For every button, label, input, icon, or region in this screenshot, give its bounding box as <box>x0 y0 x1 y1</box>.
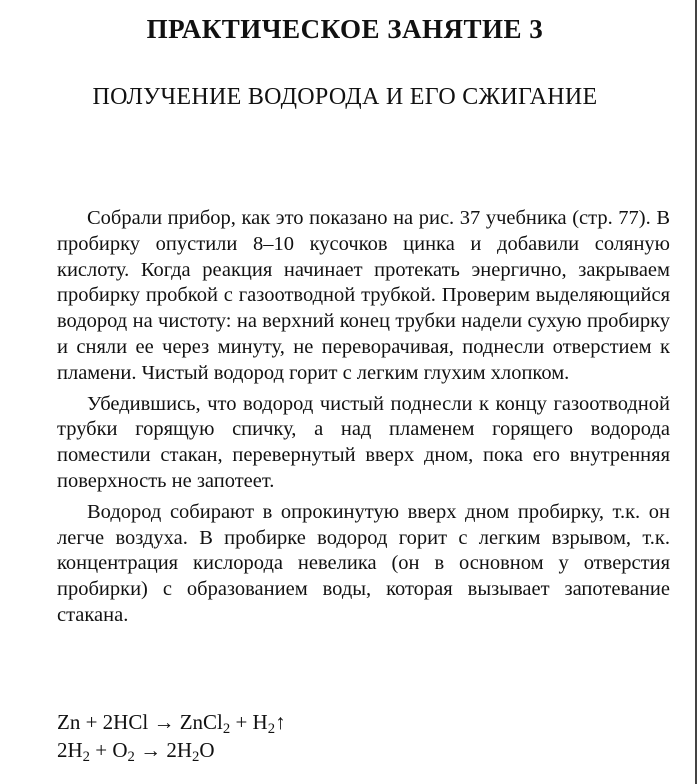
page-subtitle: ПОЛУЧЕНИЕ ВОДОРОДА И ЕГО СЖИГАНИЕ <box>92 84 598 110</box>
paragraph-2: Убедившись, что водород чистый поднесли к концу газоотводной трубки горящую спичку, а над пламенем горящего водорода поместили стакан, перевернутый вверх дном, пока его внутренняя поверхность не запотеет. <box>57 392 670 492</box>
equation-hydrogen-combustion: $2H_2 + O_2 \to 2H_2O$ <box>57 738 215 765</box>
reaction-arrow: → <box>153 710 175 734</box>
paragraph-1: Собрали прибор, как это показано на рис. 37 учебника (стр. 77). В пробирку опустили 8–10 кусочков цинка и добавили соляную кислоту. Когда реакция начинает протекать энергично, закрываем пробирку пробкой с газоотводной трубкой. Проверим выделяющийся водород на чистоту: на верхний конец трубки надели сухую пробирку и сняли ее через минуту, не переворачивая, поднесли отверстием к пламени. Чистый водород горит с легким глухим хлопком. <box>57 207 670 384</box>
body-text <box>57 206 670 634</box>
equations-block <box>57 708 286 764</box>
paragraph-3: Водород собирают в опрокинутую вверх дном пробирку, т.к. он легче воздуха. В пробирке водород горит с легким взрывом, т.к. концентрация кислорода невелика (он в основном у отверстия пробирки) с образованием воды, которая вызывает запотевание стакана. <box>57 500 670 626</box>
reaction-arrow: → <box>140 738 162 762</box>
page-edge-line <box>695 0 697 784</box>
page-title: ПРАКТИЧЕСКОЕ ЗАНЯТИЕ 3 <box>146 14 544 44</box>
equation-zinc-hcl: Zn + 2HCl → ZnCl$_2$ + $H_2↑$ <box>57 710 286 737</box>
gas-evolution-arrow: ↑ <box>275 710 286 734</box>
